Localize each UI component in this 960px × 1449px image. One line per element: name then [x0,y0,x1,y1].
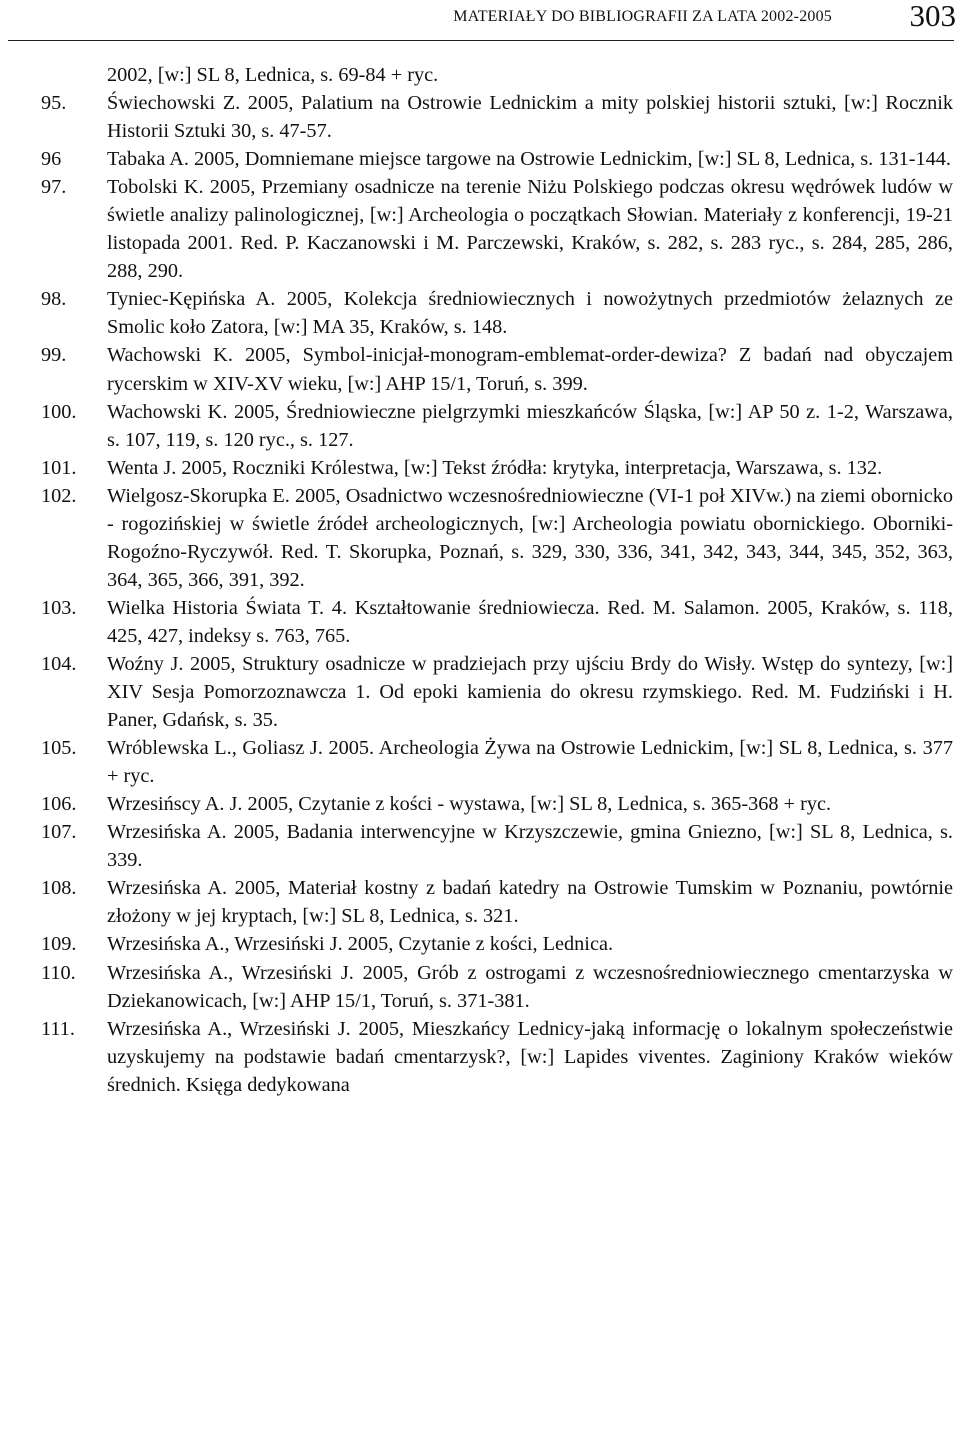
entry-text: Wróblewska L., Goliasz J. 2005. Archeologia Żywa na Ostrowie Lednickim, [w:] SL 8, Lednica, s. 377 + ryc. [107,737,953,788]
page-number: 303 [909,0,956,33]
bibliography-entry [0,61,960,89]
entry-text: Woźny J. 2005, Struktury osadnicze w pradziejach przy ujściu Brdy do Wisły. Wstęp do syntezy, [w:] XIV Sesja Pomorzoznawcza 1. Od epoki kamienia do okresu rzymskiego. Red. M. Fudziński i H. Paner, Gdańsk, s. 35. [107,652,953,732]
entry-text: Wrzesińska A., Wrzesiński J. 2005, Mieszkańcy Lednicy-jaką informację o lokalnym społeczeństwie uzyskujemy na podstawie badań cmentarzysk?, [w:] Lapides viventes. Zaginiony Kraków wieków średnich. Księga dedykowana [107,1017,953,1096]
entry-number: 96 [41,148,62,171]
entry-text: Tobolski K. 2005, Przemiany osadnicze na terenie Niżu Polskiego podczas okresu wędrówek ludów w świetle analizy palinologicznej, [w:] Archeologia o początkach Słowian. Materiały z konferencji, 19-21 listopada 2001. Red. P. Kaczanowski i M. Parczewski, Kraków, s. 282, s. 283 ryc., s. 284, 285, 286, 288, 290. [107,176,953,283]
entry-number: 111. [41,1017,75,1040]
entry-text: Tabaka A. 2005, Domniemane miejsce targowe na Ostrowie Lednickim, [w:] SL 8, Lednica, s. 131-144. [107,148,951,171]
entry-text: Wrzesińska A., Wrzesiński J. 2005, Czytanie z kości, Lednica. [107,933,614,956]
entry-number: 107. [41,821,77,844]
bibliography-list [0,61,960,1099]
bibliography-entry [0,874,960,930]
bibliography-entry [0,650,960,734]
entry-text: Wrzesińska A. 2005, Badania interwencyjne w Krzyszczewie, gmina Gniezno, [w:] SL 8, Lednica, s. 339. [107,821,953,872]
bibliography-entry [0,734,960,790]
bibliography-entry [0,285,960,341]
entry-text: Wachowski K. 2005, Symbol-inicjał-monogram-emblemat-order-dewiza? Z badań nad obyczajem rycerskim w XIV-XV wieku, [w:] AHP 15/1, Toruń, s. 399. [107,344,953,395]
entry-text: Świechowski Z. 2005, Palatium na Ostrowie Lednickim a mity polskiej historii sztuki, [w:] Rocznik Historii Sztuki 30, s. 47-57. [107,92,953,143]
bibliography-entry [0,790,960,818]
bibliography-entry [0,398,960,454]
page-header [0,0,960,50]
bibliography-entry [0,89,960,145]
entry-number: 102. [41,484,77,507]
entry-number: 106. [41,793,77,816]
entry-number: 98. [41,288,67,311]
entry-text: Wielka Historia Świata T. 4. Kształtowanie średniowiecza. Red. M. Salamon. 2005, Kraków, s. 118, 425, 427, indeksy s. 763, 765. [107,596,953,647]
bibliography-entry [0,930,960,958]
entry-number: 99. [41,344,67,367]
entry-number: 103. [41,596,77,619]
header-rule [8,40,954,41]
bibliography-entry [0,594,960,650]
entry-text: Tyniec-Kępińska A. 2005, Kolekcja średniowiecznych i nowożytnych przedmiotów żelaznych ze Smolic koło Zatora, [w:] MA 35, Kraków, s. 148. [107,288,953,339]
bibliography-entry [0,818,960,874]
entry-text: Wachowski K. 2005, Średniowieczne pielgrzymki mieszkańców Śląska, [w:] AP 50 z. 1-2, Warszawa, s. 107, 119, s. 120 ryc., s. 127. [107,400,953,451]
bibliography-entry [0,145,960,173]
entry-text: Wenta J. 2005, Roczniki Królestwa, [w:] Tekst źródła: krytyka, interpretacja, Warszawa, s. 132. [107,456,883,479]
running-header-title: MATERIAŁY DO BIBLIOGRAFII ZA LATA 2002-2005 [453,8,832,25]
bibliography-entry [0,454,960,482]
bibliography-entry [0,482,960,594]
bibliography-entry [0,959,960,1015]
entry-number: 104. [41,652,77,675]
entry-number [0,61,107,89]
entry-number: 109. [41,933,77,956]
entry-text: Wrzesińska A., Wrzesiński J. 2005, Grób z ostrogami z wczesnośredniowiecznego cmentarzyska w Dziekanowicach, [w:] AHP 15/1, Toruń, s. 371-381. [107,961,953,1012]
entry-number: 108. [41,877,77,900]
bibliography-entry [0,173,960,285]
entry-text: Wrzesińska A. 2005, Materiał kostny z badań katedry na Ostrowie Tumskim w Poznaniu, powtórnie złożony w jej kryptach, [w:] SL 8, Lednica, s. 321. [107,877,953,928]
entry-text: Wielgosz-Skorupka E. 2005, Osadnictwo wczesnośredniowieczne (VI-1 poł XIVw.) na ziemi obornicko - rogozińskiej w świetle źródeł archeologicznych, [w:] Archeologia powiatu obornickiego. Oborniki-Rogoźno-Ryczywół. Red. T. Skorupka, Poznań, s. 329, 330, 336, 341, 342, 343, 344, 345, 352, 363, 364, 365, 366, 391, 392. [107,484,953,591]
entry-text: Wrzesińscy A. J. 2005, Czytanie z kości - wystawa, [w:] SL 8, Lednica, s. 365-368 + ryc. [107,793,832,816]
bibliography-entry [0,1015,960,1099]
bibliography-entry [0,341,960,397]
entry-number: 100. [41,400,77,423]
entry-number: 95. [41,92,67,115]
entry-number: 97. [41,176,67,199]
entry-number: 110. [41,961,76,984]
entry-text: 2002, [w:] SL 8, Lednica, s. 69-84 + ryc. [107,64,439,86]
entry-number: 101. [41,456,77,479]
entry-number: 105. [41,737,77,760]
